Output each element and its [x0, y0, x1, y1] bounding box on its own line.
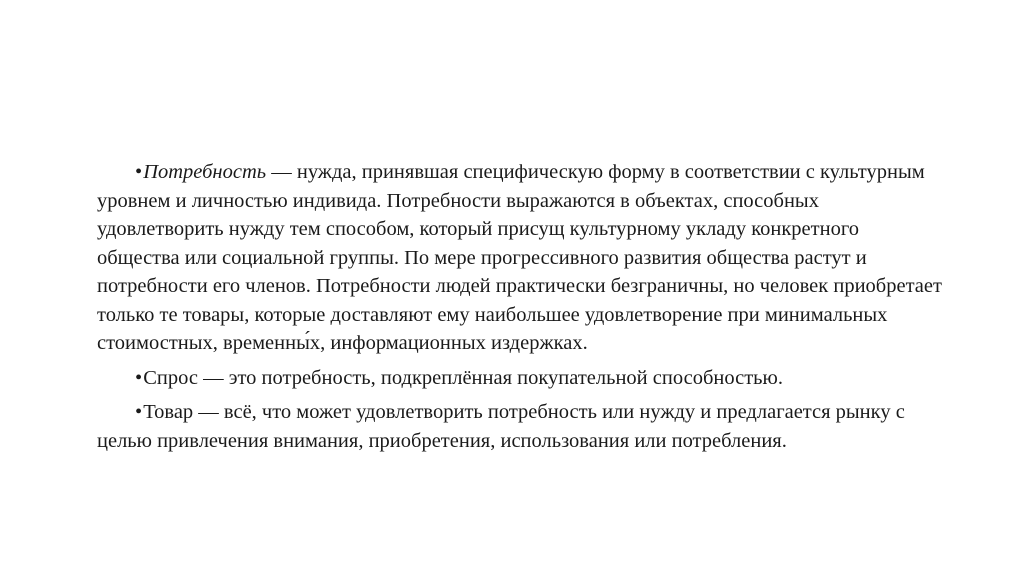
paragraph-demand [97, 364, 942, 393]
paragraph-product [97, 398, 942, 455]
paragraph-product-text: Товар — всё, что может удовлетворить потребность или нужду и предлагается рынку с целью привлечения внимания, приобретения, использования или потребления. [97, 401, 905, 452]
slide-body [97, 158, 942, 461]
paragraph-need-text: — нужда, принявшая специфическую форму в соответствии с культурным уровнем и личностью индивида. Потребности выражаются в объектах, способных удовлетворить нужду тем способом, который присущ культурному укладу конкретного общества или социальной группы. По мере прогрессивного развития общества растут и потребности его членов. Потребности людей практически безграничны, но человек приобретает только те товары, которые доставляют ему наибольшее удовлетворение при минимальных стоимостных, временны́х, информационных издержках. [97, 161, 942, 354]
bullet-icon: • [135, 366, 143, 389]
paragraph-need [97, 158, 942, 358]
paragraph-demand-text: Спрос — это потребность, подкреплённая покупательной способностью. [143, 366, 783, 389]
bullet-icon: • [135, 161, 143, 183]
term-need: Потребность [143, 161, 267, 183]
bullet-icon: • [135, 401, 143, 423]
